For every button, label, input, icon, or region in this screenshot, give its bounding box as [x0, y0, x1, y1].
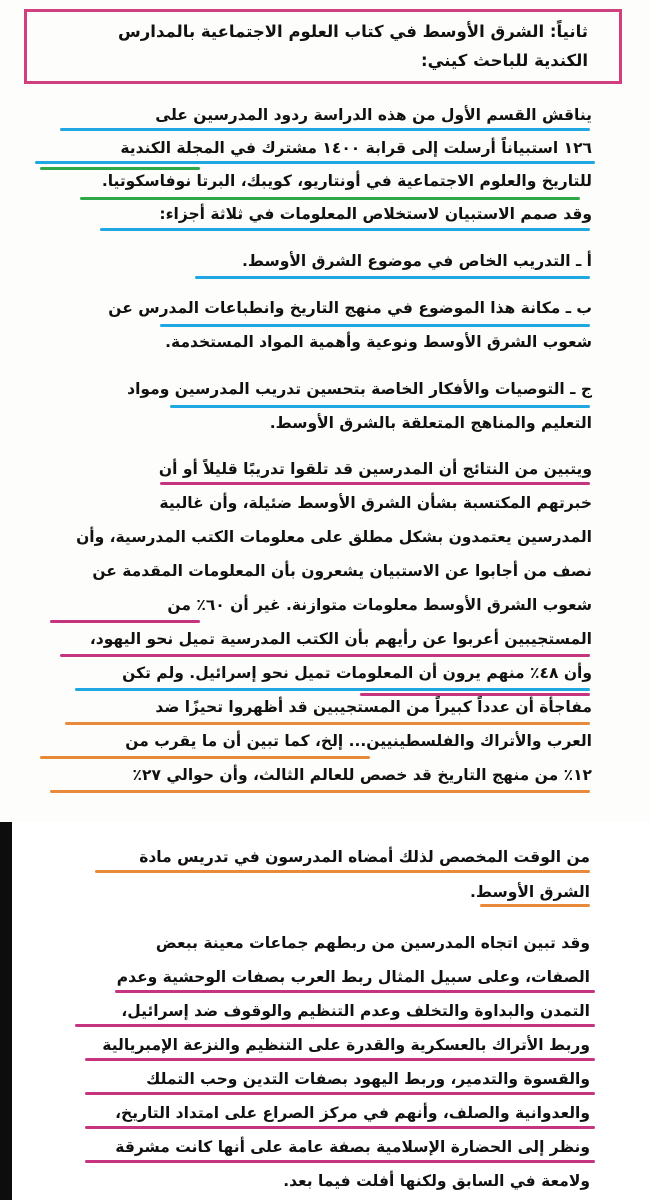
list-item-b-cont: شعوب الشرق الأوسط ونوعية وأهمية المواد المستخدمة. — [165, 333, 592, 351]
paragraph-2-line: خبرتهم المكتسبة بشأن الشرق الأوسط ضئيلة، وأن غالبية — [159, 494, 592, 512]
paragraph-3-line: الصفات، وعلى سبيل المثال ربط العرب بصفات الوحشية وعدم — [116, 968, 590, 986]
paragraph-2-line: شعوب الشرق الأوسط معلومات متوازنة. غير أن ٦٠٪ من — [167, 596, 592, 614]
green-underline — [80, 197, 580, 200]
orange-underline — [50, 790, 590, 793]
paragraph-3-line: ولامعة في السابق ولكنها أفلت فيما بعد. — [283, 1172, 590, 1190]
orange-underline — [95, 870, 590, 873]
paragraph-3-line: والقسوة والتدمير، وربط اليهود بصفات التدين وحب التملك — [146, 1070, 590, 1088]
paragraph-2-line: نصف من أجابوا عن الاستبيان يشعرون بأن المعلومات المقدمة عن — [92, 562, 592, 580]
paragraph-2-line: ويتبين من النتائج أن المدرسين قد تلقوا تدريبًا قليلاً أو أن — [158, 460, 592, 478]
paragraph-2-line: وأن ٤٨٪ منهم يرون أن المعلومات تميل نحو إسرائيل. ولم تكن — [122, 664, 592, 682]
continuation-line: من الوقت المخصص لذلك أمضاه المدرسون في تدريس مادة — [139, 848, 590, 866]
pink-underline — [115, 990, 595, 993]
orange-underline — [480, 904, 590, 907]
list-item-a: أ ـ التدريب الخاص في موضوع الشرق الأوسط. — [242, 252, 592, 270]
paragraph-3-line: وربط الأتراك بالعسكرية والقدرة على التنظيم والنزعة الإمبريالية — [102, 1036, 590, 1054]
paragraph-3-line: التمدن والبداوة والتخلف وعدم التنظيم والوقوف ضد إسرائيل، — [121, 1002, 590, 1020]
pink-underline — [50, 620, 200, 623]
page-edge-shadow — [0, 822, 12, 1200]
blue-underline — [100, 228, 590, 231]
paragraph-1-line: وقد صمم الاستبيان لاستخلاص المعلومات في ثلاثة أجزاء: — [159, 205, 592, 223]
pink-underline — [85, 1126, 595, 1129]
list-item-b: ب ـ مكانة هذا الموضوع في منهج التاريخ وانطباعات المدرس عن — [108, 299, 592, 317]
blue-underline — [170, 405, 590, 408]
pink-underline — [85, 1058, 595, 1061]
blue-underline — [160, 324, 590, 327]
paragraph-2-line: مفاجأة أن عدداً كبيراً من المستجيبين قد أظهروا تحيزًا ضد — [155, 698, 592, 716]
pink-underline — [160, 482, 590, 485]
pink-underline — [85, 1160, 595, 1163]
blue-underline — [75, 688, 590, 691]
paragraph-3-line: ونظر إلى الحضارة الإسلامية بصفة عامة على أنها كانت مشرقة — [115, 1138, 590, 1156]
pink-underline — [60, 654, 590, 657]
paragraph-2-line: المدرسين يعتمدون بشكل مطلق على معلومات الكتب المدرسية، وأن — [76, 528, 592, 546]
blue-underline — [195, 276, 590, 279]
blue-underline — [35, 161, 595, 164]
pink-underline — [85, 1092, 595, 1095]
pink-underline — [360, 693, 590, 696]
paragraph-2-line: ١٢٪ من منهج التاريخ قد خصص للعالم الثالث، وأن حوالي ٢٧٪ — [132, 766, 592, 784]
green-underline — [40, 167, 200, 170]
list-item-c-cont: التعليم والمناهج المتعلقة بالشرق الأوسط. — [269, 414, 592, 432]
orange-underline — [65, 722, 590, 725]
blue-underline — [60, 128, 590, 131]
paragraph-3-line: والعدوانية والصلف، وأنهم في مركز الصراع على امتداد التاريخ، — [115, 1104, 590, 1122]
orange-underline — [40, 756, 370, 759]
pink-underline — [75, 1024, 595, 1027]
continuation-line: الشرق الأوسط. — [469, 883, 590, 901]
heading-line-2: الكندية للباحث كيني: — [421, 51, 588, 70]
heading-line-1: ثانياً: الشرق الأوسط في كتاب العلوم الاجتماعية بالمدارس — [118, 22, 588, 41]
paragraph-1-line: للتاريخ والعلوم الاجتماعية في أونتاريو، كويبك، البرتا نوفاسكوتيا. — [101, 172, 592, 190]
list-item-c: ج ـ التوصيات والأفكار الخاصة بتحسين تدريب المدرسين ومواد — [127, 380, 592, 398]
paragraph-2-line: المستجيبين أعربوا عن رأيهم بأن الكتب المدرسية تميل نحو اليهود، — [89, 630, 592, 648]
paragraph-1-line: يناقش القسم الأول من هذه الدراسة ردود المدرسين على — [155, 106, 592, 124]
paragraph-1-line: ١٢٦ استبياناً أرسلت إلى قرابة ١٤٠٠ مشترك في المجلة الكندية — [120, 139, 592, 157]
paragraph-2-line: العرب والأتراك والفلسطينيين... إلخ، كما تبين أن ما يقرب من — [125, 732, 592, 750]
paragraph-3-line: وقد تبين اتجاه المدرسين من ربطهم جماعات معينة ببعض — [155, 934, 590, 952]
